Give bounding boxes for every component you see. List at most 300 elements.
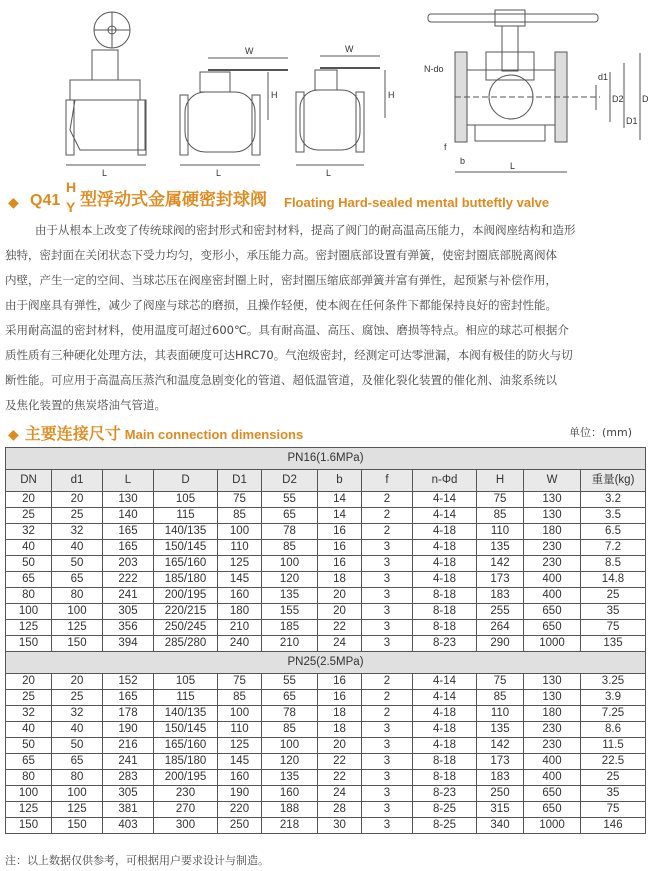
table-cell: 3.2 bbox=[581, 492, 646, 508]
table-cell: 356 bbox=[103, 620, 154, 636]
table-cell: 35 bbox=[581, 604, 646, 620]
table-cell: 210 bbox=[218, 620, 262, 636]
table-cell: 142 bbox=[477, 738, 524, 754]
description-line: 质性质有三种硬化处理方法，其表面硬度可达HRC70。气泡级密封，经测定可达零泄漏，本阀有极佳的防火与切 bbox=[5, 348, 573, 362]
table-cell: 55 bbox=[262, 492, 318, 508]
table-cell: 130 bbox=[103, 492, 154, 508]
section-title bbox=[8, 425, 303, 444]
table-cell: 85 bbox=[477, 508, 524, 524]
table-cell: 650 bbox=[524, 802, 581, 818]
table-cell: 150 bbox=[52, 818, 103, 834]
table-cell: 85 bbox=[218, 508, 262, 524]
drawing-label-D2: D2 bbox=[612, 94, 624, 104]
drawing-label-D: D bbox=[642, 94, 649, 104]
section-title-cn: 主要连接尺寸 bbox=[24, 424, 121, 443]
table-cell: 22.5 bbox=[581, 754, 646, 770]
table-cell: 18 bbox=[318, 706, 362, 722]
table-cell: 146 bbox=[581, 818, 646, 834]
table-cell: 125 bbox=[52, 620, 103, 636]
table-cell: 78 bbox=[262, 524, 318, 540]
drawing-lever-small bbox=[296, 44, 395, 178]
table-cell: 203 bbox=[103, 556, 154, 572]
table-cell: 80 bbox=[52, 770, 103, 786]
table-cell: 4-18 bbox=[413, 738, 477, 754]
table-cell: 85 bbox=[477, 690, 524, 706]
table-cell: 125 bbox=[6, 802, 52, 818]
table-row bbox=[6, 508, 646, 524]
diamond-bullet-icon: ◆ bbox=[8, 195, 19, 211]
table-cell: 3 bbox=[362, 604, 413, 620]
table-row bbox=[6, 690, 646, 706]
table-cell: 160 bbox=[262, 786, 318, 802]
table-cell: 381 bbox=[103, 802, 154, 818]
table-cell: 2 bbox=[362, 508, 413, 524]
table-cell: 173 bbox=[477, 572, 524, 588]
table-cell: 230 bbox=[524, 556, 581, 572]
table-row bbox=[6, 722, 646, 738]
table-cell: 178 bbox=[103, 706, 154, 722]
table-cell: 24 bbox=[318, 636, 362, 652]
table-cell: 400 bbox=[524, 754, 581, 770]
table-cell: 250 bbox=[218, 818, 262, 834]
table-cell: 125 bbox=[218, 556, 262, 572]
drawing-gear-operated bbox=[66, 12, 146, 178]
table-cell: 75 bbox=[581, 620, 646, 636]
table-cell: 8.5 bbox=[581, 556, 646, 572]
product-title-cn: 型浮动式金属硬密封球阀 bbox=[80, 190, 267, 210]
table-cell: 20 bbox=[318, 588, 362, 604]
table-cell: 130 bbox=[524, 674, 581, 690]
drawing-label-W-3: W bbox=[345, 44, 354, 54]
table-cell: 173 bbox=[477, 754, 524, 770]
table-cell: 135 bbox=[477, 540, 524, 556]
table-cell: 403 bbox=[103, 818, 154, 834]
table-cell: 22 bbox=[318, 754, 362, 770]
table-cell: 150/145 bbox=[154, 722, 218, 738]
table-row bbox=[6, 588, 646, 604]
table-cell: 7.25 bbox=[581, 706, 646, 722]
table-cell: 25 bbox=[52, 690, 103, 706]
table-cell: 3 bbox=[362, 556, 413, 572]
product-model-sup: H bbox=[66, 179, 77, 195]
table-cell: 3.9 bbox=[581, 690, 646, 706]
drawing-label-b: b bbox=[460, 156, 466, 166]
table-cell: 14 bbox=[318, 492, 362, 508]
description-line: 独特，密封面在关闭状态下受力均匀，变形小，承压能力高。密封圈底部设置有弹簧，使密封圈底部脱离阀体 bbox=[5, 248, 557, 262]
table-cell: 8-23 bbox=[413, 786, 477, 802]
table-cell: 650 bbox=[524, 786, 581, 802]
product-model-sub: Y bbox=[66, 199, 76, 215]
table-cell: 8-18 bbox=[413, 620, 477, 636]
table-cell: 65 bbox=[262, 690, 318, 706]
table-cell: 18 bbox=[318, 572, 362, 588]
table-row bbox=[6, 754, 646, 770]
table-row bbox=[6, 492, 646, 508]
table-cell: 4-14 bbox=[413, 674, 477, 690]
table-cell: 120 bbox=[262, 572, 318, 588]
table-cell: 8.6 bbox=[581, 722, 646, 738]
drawing-label-d1: d1 bbox=[598, 72, 609, 82]
table-row bbox=[6, 802, 646, 818]
table-cell: 65 bbox=[6, 572, 52, 588]
product-model: Q41 bbox=[30, 192, 61, 209]
table-cell: 16 bbox=[318, 674, 362, 690]
table-cell: 135 bbox=[477, 722, 524, 738]
table-cell: 3 bbox=[362, 540, 413, 556]
table-cell: 150 bbox=[6, 636, 52, 652]
table-cell: 3 bbox=[362, 786, 413, 802]
table-cell: 650 bbox=[524, 604, 581, 620]
table-cell: 50 bbox=[6, 738, 52, 754]
table-cell: 230 bbox=[524, 738, 581, 754]
table-cell: 30 bbox=[318, 818, 362, 834]
table-cell: 394 bbox=[103, 636, 154, 652]
table-cell: 264 bbox=[477, 620, 524, 636]
table-cell: 16 bbox=[318, 524, 362, 540]
table-cell: 3.25 bbox=[581, 674, 646, 690]
table-cell: 340 bbox=[477, 818, 524, 834]
table-cell: 65 bbox=[52, 754, 103, 770]
table-cell: 75 bbox=[218, 492, 262, 508]
table-cell: 135 bbox=[262, 770, 318, 786]
table-cell: 140 bbox=[103, 508, 154, 524]
table-cell: 25 bbox=[6, 690, 52, 706]
table-cell: 180 bbox=[524, 524, 581, 540]
table-cell: 3 bbox=[362, 588, 413, 604]
table-cell: 2 bbox=[362, 674, 413, 690]
table-cell: 230 bbox=[524, 722, 581, 738]
table-cell: 305 bbox=[103, 604, 154, 620]
table-row bbox=[6, 738, 646, 754]
table-cell: 2 bbox=[362, 492, 413, 508]
table-cell: 25 bbox=[581, 588, 646, 604]
table-cell: 40 bbox=[6, 540, 52, 556]
table-cell: 100 bbox=[218, 706, 262, 722]
table-cell: 130 bbox=[524, 508, 581, 524]
product-description bbox=[5, 218, 645, 418]
table-cell: 8-25 bbox=[413, 802, 477, 818]
table-cell: 4-14 bbox=[413, 508, 477, 524]
table-cell: 125 bbox=[218, 738, 262, 754]
table-cell: 25 bbox=[581, 770, 646, 786]
table-cell: 4-18 bbox=[413, 722, 477, 738]
table-row bbox=[6, 674, 646, 690]
table-cell: 35 bbox=[581, 786, 646, 802]
section-title-en: Main connection dimensions bbox=[124, 427, 304, 442]
table-cell: 80 bbox=[6, 588, 52, 604]
table-cell: 18 bbox=[318, 722, 362, 738]
table-cell: 75 bbox=[477, 674, 524, 690]
table-cell: 80 bbox=[52, 588, 103, 604]
table-cell: 32 bbox=[52, 706, 103, 722]
table-cell: 400 bbox=[524, 572, 581, 588]
table-cell: 25 bbox=[52, 508, 103, 524]
table-cell: 135 bbox=[581, 636, 646, 652]
table-cell: 100 bbox=[262, 738, 318, 754]
table-cell: 100 bbox=[52, 604, 103, 620]
table-cell: 105 bbox=[154, 492, 218, 508]
table-cell: 240 bbox=[218, 636, 262, 652]
table-cell: 400 bbox=[524, 588, 581, 604]
table-cell: 125 bbox=[52, 802, 103, 818]
table-cell: 190 bbox=[218, 786, 262, 802]
column-header: DN bbox=[6, 470, 52, 492]
table-cell: 24 bbox=[318, 786, 362, 802]
table-cell: 8-18 bbox=[413, 754, 477, 770]
table-cell: 32 bbox=[6, 524, 52, 540]
table-cell: 50 bbox=[6, 556, 52, 572]
table-cell: 65 bbox=[6, 754, 52, 770]
drawing-label-D1: D1 bbox=[626, 116, 638, 126]
column-header: H bbox=[477, 470, 524, 492]
table-cell: 20 bbox=[318, 738, 362, 754]
table-cell: 650 bbox=[524, 620, 581, 636]
drawing-section-view bbox=[424, 10, 649, 172]
table-cell: 115 bbox=[154, 690, 218, 706]
table-cell: 110 bbox=[477, 524, 524, 540]
table-cell: 22 bbox=[318, 770, 362, 786]
table-cell: 3 bbox=[362, 818, 413, 834]
table-cell: 155 bbox=[262, 604, 318, 620]
column-header: d1 bbox=[52, 470, 103, 492]
table-cell: 20 bbox=[6, 492, 52, 508]
column-header: D1 bbox=[218, 470, 262, 492]
table-cell: 3 bbox=[362, 754, 413, 770]
table-cell: 140/135 bbox=[154, 706, 218, 722]
table-cell: 85 bbox=[262, 722, 318, 738]
table-cell: 125 bbox=[6, 620, 52, 636]
table-cell: 2 bbox=[362, 524, 413, 540]
table-cell: 241 bbox=[103, 588, 154, 604]
table-cell: 165/160 bbox=[154, 738, 218, 754]
table-cell: 315 bbox=[477, 802, 524, 818]
table-cell: 222 bbox=[103, 572, 154, 588]
table-cell: 8-23 bbox=[413, 636, 477, 652]
table-cell: 160 bbox=[218, 588, 262, 604]
drawing-label-W: W bbox=[245, 46, 254, 56]
table-cell: 1000 bbox=[524, 636, 581, 652]
table-cell: 75 bbox=[581, 802, 646, 818]
table-cell: 2 bbox=[362, 690, 413, 706]
table-cell: 8-25 bbox=[413, 818, 477, 834]
table-cell: 400 bbox=[524, 770, 581, 786]
table-cell: 16 bbox=[318, 540, 362, 556]
table-cell: 100 bbox=[218, 524, 262, 540]
diamond-bullet-icon: ◆ bbox=[8, 427, 19, 443]
table-cell: 150 bbox=[52, 636, 103, 652]
table-cell: 185 bbox=[262, 620, 318, 636]
table-cell: 165 bbox=[103, 690, 154, 706]
table-cell: 216 bbox=[103, 738, 154, 754]
table-cell: 135 bbox=[262, 588, 318, 604]
table-cell: 218 bbox=[262, 818, 318, 834]
table-cell: 3 bbox=[362, 636, 413, 652]
table-cell: 14 bbox=[318, 508, 362, 524]
table-cell: 85 bbox=[218, 690, 262, 706]
table-cell: 255 bbox=[477, 604, 524, 620]
description-line: 断性能。可应用于高温高压蒸汽和温度急剧变化的管道、超低温管道，及催化裂化装置的催化剂、油浆系统以 bbox=[5, 373, 557, 387]
table-cell: 4-18 bbox=[413, 556, 477, 572]
description-line: 采用耐高温的密封材料，使用温度可超过600℃。具有耐高温、高压、腐蚀、磨损等特点。相应的球芯可根据介 bbox=[5, 323, 569, 337]
table-cell: 210 bbox=[262, 636, 318, 652]
dimensions-table bbox=[5, 447, 646, 834]
table-cell: 4-14 bbox=[413, 690, 477, 706]
table-cell: 78 bbox=[262, 706, 318, 722]
column-header: D bbox=[154, 470, 218, 492]
description-line: 由于从根本上改变了传统球阀的密封形式和密封材料，提高了阀门的耐高温高压能力，本阀阀座结构和造形 bbox=[35, 223, 576, 237]
column-header: f bbox=[362, 470, 413, 492]
table-cell: 22 bbox=[318, 620, 362, 636]
table-cell: 3 bbox=[362, 722, 413, 738]
table-cell: 2 bbox=[362, 706, 413, 722]
pressure-group-row bbox=[6, 448, 646, 470]
pressure-group-label: PN16(1.6MPa) bbox=[6, 448, 646, 470]
table-cell: 115 bbox=[154, 508, 218, 524]
table-cell: 65 bbox=[52, 572, 103, 588]
table-cell: 8-18 bbox=[413, 604, 477, 620]
table-cell: 11.5 bbox=[581, 738, 646, 754]
table-row bbox=[6, 540, 646, 556]
table-cell: 105 bbox=[154, 674, 218, 690]
table-cell: 270 bbox=[154, 802, 218, 818]
column-header: D2 bbox=[262, 470, 318, 492]
table-cell: 285/280 bbox=[154, 636, 218, 652]
table-cell: 3 bbox=[362, 620, 413, 636]
table-cell: 100 bbox=[6, 604, 52, 620]
table-cell: 152 bbox=[103, 674, 154, 690]
table-cell: 7.2 bbox=[581, 540, 646, 556]
table-cell: 20 bbox=[52, 674, 103, 690]
table-cell: 80 bbox=[6, 770, 52, 786]
table-cell: 32 bbox=[52, 524, 103, 540]
table-cell: 4-18 bbox=[413, 706, 477, 722]
pressure-group-label: PN25(2.5MPa) bbox=[6, 652, 646, 674]
description-line: 内壁，产生一定的空间、当球芯压在阀座密封圈上时，密封圈压缩底部弹簧并富有弹性，起预紧与补偿作用， bbox=[5, 273, 557, 287]
table-cell: 55 bbox=[262, 674, 318, 690]
table-cell: 3.5 bbox=[581, 508, 646, 524]
pressure-group-row bbox=[6, 652, 646, 674]
table-cell: 200/195 bbox=[154, 770, 218, 786]
column-header-row bbox=[6, 470, 646, 492]
table-cell: 150 bbox=[6, 818, 52, 834]
table-cell: 20 bbox=[6, 674, 52, 690]
table-cell: 130 bbox=[524, 690, 581, 706]
table-cell: 230 bbox=[154, 786, 218, 802]
column-header: b bbox=[318, 470, 362, 492]
table-cell: 165 bbox=[103, 524, 154, 540]
table-row bbox=[6, 636, 646, 652]
table-cell: 305 bbox=[103, 786, 154, 802]
column-header: n-Φd bbox=[413, 470, 477, 492]
product-title-en: Floating Hard-sealed mental butteftly valve bbox=[284, 195, 550, 210]
table-row bbox=[6, 524, 646, 540]
column-header: L bbox=[103, 470, 154, 492]
table-cell: 110 bbox=[218, 722, 262, 738]
table-cell: 220/215 bbox=[154, 604, 218, 620]
table-row bbox=[6, 604, 646, 620]
table-cell: 85 bbox=[262, 540, 318, 556]
table-cell: 3 bbox=[362, 572, 413, 588]
description-line: 由于阀座具有弹性，减少了阀座与球芯的磨损，且操作轻便，使本阀在任何条件下都能保持良好的密封性能。 bbox=[5, 298, 557, 312]
table-cell: 140/135 bbox=[154, 524, 218, 540]
table-cell: 4-18 bbox=[413, 572, 477, 588]
table-cell: 40 bbox=[6, 722, 52, 738]
table-cell: 110 bbox=[477, 706, 524, 722]
table-cell: 65 bbox=[262, 508, 318, 524]
table-cell: 8-18 bbox=[413, 588, 477, 604]
table-cell: 180 bbox=[524, 706, 581, 722]
table-cell: 16 bbox=[318, 556, 362, 572]
table-cell: 40 bbox=[52, 722, 103, 738]
table-cell: 20 bbox=[52, 492, 103, 508]
table-cell: 165 bbox=[103, 540, 154, 556]
table-cell: 250 bbox=[477, 786, 524, 802]
table-row bbox=[6, 706, 646, 722]
drawing-label-f: f bbox=[444, 142, 447, 152]
valve-technical-drawings bbox=[0, 0, 650, 180]
drawing-label-L: L bbox=[102, 168, 108, 178]
table-cell: 3 bbox=[362, 770, 413, 786]
drawing-label-L-3: L bbox=[326, 168, 332, 178]
table-cell: 290 bbox=[477, 636, 524, 652]
table-cell: 28 bbox=[318, 802, 362, 818]
drawing-label-L-2: L bbox=[216, 168, 222, 178]
table-cell: 185/180 bbox=[154, 572, 218, 588]
table-cell: 100 bbox=[6, 786, 52, 802]
table-cell: 110 bbox=[218, 540, 262, 556]
drawing-label-Ndo: N-do bbox=[424, 64, 444, 74]
table-cell: 20 bbox=[318, 604, 362, 620]
table-cell: 190 bbox=[103, 722, 154, 738]
table-row bbox=[6, 786, 646, 802]
table-cell: 150/145 bbox=[154, 540, 218, 556]
table-cell: 100 bbox=[262, 556, 318, 572]
table-cell: 180 bbox=[218, 604, 262, 620]
table-cell: 75 bbox=[477, 492, 524, 508]
drawing-label-L-4: L bbox=[510, 161, 516, 171]
table-cell: 3 bbox=[362, 738, 413, 754]
table-cell: 50 bbox=[52, 556, 103, 572]
table-cell: 32 bbox=[6, 706, 52, 722]
table-cell: 300 bbox=[154, 818, 218, 834]
table-cell: 185/180 bbox=[154, 754, 218, 770]
table-cell: 6.5 bbox=[581, 524, 646, 540]
table-cell: 40 bbox=[52, 540, 103, 556]
table-cell: 241 bbox=[103, 754, 154, 770]
table-cell: 100 bbox=[52, 786, 103, 802]
table-cell: 25 bbox=[6, 508, 52, 524]
table-cell: 50 bbox=[52, 738, 103, 754]
table-cell: 250/245 bbox=[154, 620, 218, 636]
table-cell: 4-14 bbox=[413, 492, 477, 508]
table-row bbox=[6, 770, 646, 786]
drawing-label-H-3: H bbox=[388, 90, 395, 100]
table-cell: 8-18 bbox=[413, 770, 477, 786]
table-cell: 145 bbox=[218, 572, 262, 588]
table-cell: 1000 bbox=[524, 818, 581, 834]
table-cell: 160 bbox=[218, 770, 262, 786]
table-row bbox=[6, 620, 646, 636]
table-cell: 16 bbox=[318, 690, 362, 706]
description-line: 及焦化装置的焦炭塔油气管道。 bbox=[5, 398, 166, 412]
table-cell: 200/195 bbox=[154, 588, 218, 604]
table-row bbox=[6, 556, 646, 572]
drawing-label-H-2: H bbox=[271, 90, 278, 100]
table-cell: 14.8 bbox=[581, 572, 646, 588]
table-row bbox=[6, 818, 646, 834]
column-header: W bbox=[524, 470, 581, 492]
column-header: 重量(kg) bbox=[581, 470, 646, 492]
